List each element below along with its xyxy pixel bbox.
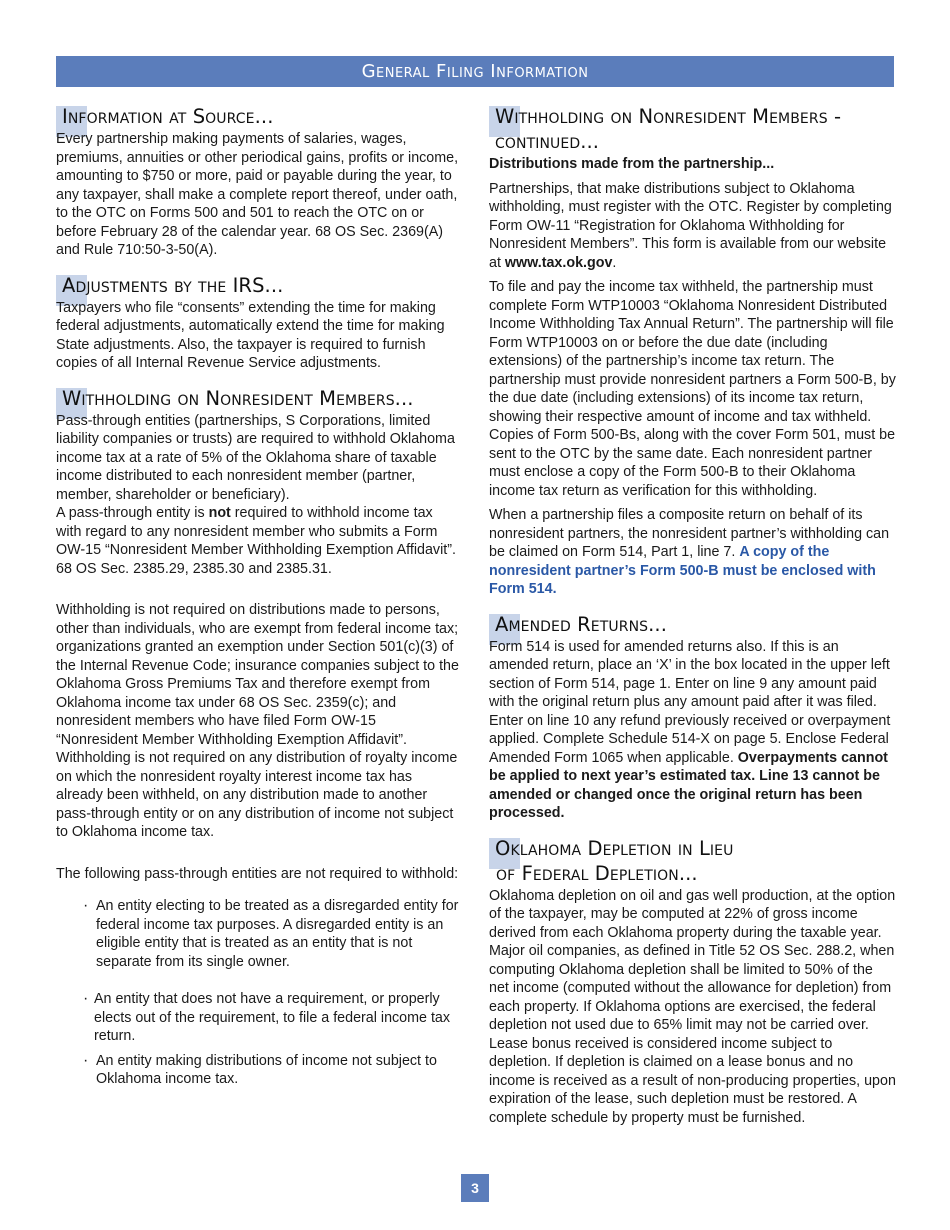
heading-line: Oklahoma Depletion in Lieu xyxy=(495,836,734,860)
emphasis-text: Overpayments cannot be applied to next year’s estimated tax. Line 13 cannot be amended or changed once the original return has been processed. xyxy=(489,749,888,821)
paragraph xyxy=(489,506,896,599)
paragraph-text: Pass-through entities (partnerships, S Corporations, limited liability companies or trusts) are required to withhold Oklahoma income tax at a rate of 5% of the Oklahoma share of taxable income distributed to each nonresident member (partner, member, shareholder or beneficiary). xyxy=(56,412,455,503)
paragraph: Withholding is not required on distributions made to persons, other than individuals, who are exempt from federal income tax; organizations granted an exemption under Section 501(c)(3) of the Internal Revenue Code; insurance companies subject to the Oklahoma Gross Premiums Tax and therefore exempt from Oklahoma income tax under 68 OS Sec. 2359(c); and nonresident members who have filed Form OW-15 “Nonresident Member Withholding Exemption Affidavit”. Withholding is not required on any distribution of royalty income on which the nonresident royalty interest income tax has already been withheld, on any distribution made to another pass-through entity or on any distribution of income not subject to Oklahoma income tax. xyxy=(56,602,459,840)
list-item xyxy=(56,897,461,971)
section-adjustments-irs xyxy=(56,273,461,373)
paragraph-text: . xyxy=(612,254,617,271)
section-information-at-source xyxy=(56,104,461,260)
subheading: Distributions made from the partnership... xyxy=(489,156,775,172)
paragraph xyxy=(489,180,896,273)
paragraph: Oklahoma depletion on oil and gas well production, at the option of the taxpayer, may be computed at 22% of gross income derived from each Oklahoma property during the taxable year. Major oil companies, as defined in Title 52 OS Sec. 288.2, when computing Oklahoma depletion shall be limited to 50% of the net income (computed without the allowance for depletion) from each property. If Oklahoma options are exercised, the federal depletion not used due to 65% limit may not be carried over. Lease bonus received is considered income subject to depletion. If depletion is claimed on a lease bonus and no income is received as a result of non-producing properties, upon expiration of the lease, such depletion must be restored. A complete schedule by property must be furnished. xyxy=(489,887,896,1126)
section-heading xyxy=(489,104,896,154)
paragraph-text: required to withhold income tax with regard to any nonresident member who submits a Form OW-15 “Nonresident Member Withholding Exemption Affidavit”. 68 OS Sec. 2385.29, 2385.30 and 2385.31. xyxy=(56,505,456,577)
paragraph: The following pass-through entities are not required to withhold: xyxy=(56,865,459,882)
list-item-text: An entity making distributions of income not subject to Oklahoma income tax. xyxy=(96,1052,437,1087)
left-column xyxy=(56,104,461,1102)
section-withholding-continued xyxy=(489,104,896,599)
heading-line: of Federal Depletion... xyxy=(496,861,698,885)
paragraph-text: When a partnership files a composite return on behalf of its nonresident partners, the nonresident partner’s withholding can be claimed on Form 514, Part 1, line 7. xyxy=(489,507,890,560)
paragraph-text: Partnerships, that make distributions subject to Oklahoma withholding, must register with the OTC. Register by completing Form OW-11 “Registration for Oklahoma Withholding for Nonresident Members”. This form is available from our website at xyxy=(489,180,892,271)
section-heading: Withholding on Nonresident Members... xyxy=(56,386,461,411)
right-column xyxy=(489,104,896,1140)
list-item-text: An entity that does not have a requirement, or properly elects out of the requirement, to file a federal income tax return. xyxy=(94,991,451,1044)
heading-line: Withholding on Nonresident Members - xyxy=(495,105,842,128)
list-item xyxy=(56,990,461,1046)
section-heading: Adjustments by the IRS... xyxy=(56,273,461,298)
page-number-badge xyxy=(461,1174,489,1202)
paragraph: To file and pay the income tax withheld, the partnership must complete Form WTP10003 “Oklahoma Nonresident Distributed Income Withholding Tax Annual Return”. The partnership will file Form WTP10003 on or before the due date (including extensions) of the partnership’s income tax return. The partnership must provide nonresident partners a Form 500-B, by the due date (including extensions) of its income tax return, showing their respective amount of income and tax withheld. Copies of Form 500-Bs, along with the cover Form 501, must be sent to the OTC by the same date. Each nonresident partner must enclose a copy of the Form 500-B to their Oklahoma income tax return as verification for this withholding. xyxy=(489,279,896,499)
section-body: Every partnership making payments of salaries, wages, premiums, annuities or other periodical gains, profits or income, amounting to $750 or more, paid or payable during the year, to any taxpayer, shall make a complete report thereof, under oath, to the OTC on Forms 500 and 501 to reach the OTC on or before February 28 of the calendar year. 68 OS Sec. 2369(A) and Rule 710:50-3-50(A). xyxy=(56,131,459,258)
section-body: Taxpayers who file “consents” extending the time for making federal adjustments, automatically extend the time for making State adjustments. Also, the taxpayer is required to furnish copies of all Internal Revenue Service adjustments. xyxy=(56,299,445,371)
list-item xyxy=(56,1052,461,1089)
bullet-icon: · xyxy=(83,897,89,914)
bullet-icon: · xyxy=(83,1051,89,1069)
page-header-banner xyxy=(56,56,894,87)
section-heading: Amended Returns... xyxy=(489,612,896,637)
page-number: 3 xyxy=(471,1180,479,1196)
section-oklahoma-depletion xyxy=(489,836,896,1128)
page-title: General Filing Information xyxy=(361,61,589,82)
section-amended-returns xyxy=(489,612,896,823)
section-heading: Information at Source... xyxy=(56,104,461,129)
paragraph-text: Form 514 is used for amended returns also. If this is an amended return, place an ‘X’ in the box located in the upper left section of Form 514, page 1. Enter on line 9 any amount paid with the original return plus any amount paid after it was filed. Enter on line 10 any refund previously received or overpayment applied. Complete Schedule 514-X on page 5. Enclose Federal Amended Form 1065 when applicable. xyxy=(489,638,891,766)
emphasis-text: not xyxy=(208,505,231,521)
paragraph-text: A pass-through entity is xyxy=(56,505,209,521)
section-withholding-nonresident xyxy=(56,386,461,1089)
highlight-text: A copy of the nonresident partner’s Form 500-B must be enclosed with Form 514. xyxy=(489,544,876,597)
bullet-icon: · xyxy=(83,990,89,1007)
paragraph xyxy=(56,412,461,579)
website-text: www.tax.ok.gov xyxy=(504,254,613,271)
heading-line: continued... xyxy=(495,130,600,153)
section-heading xyxy=(489,836,896,886)
list-item-text: An entity electing to be treated as a disregarded entity for federal income tax purposes. A disregarded entity is an eligible entity that is treated as an entity that is not separate from its single owner. xyxy=(96,898,459,970)
paragraph xyxy=(489,638,896,823)
